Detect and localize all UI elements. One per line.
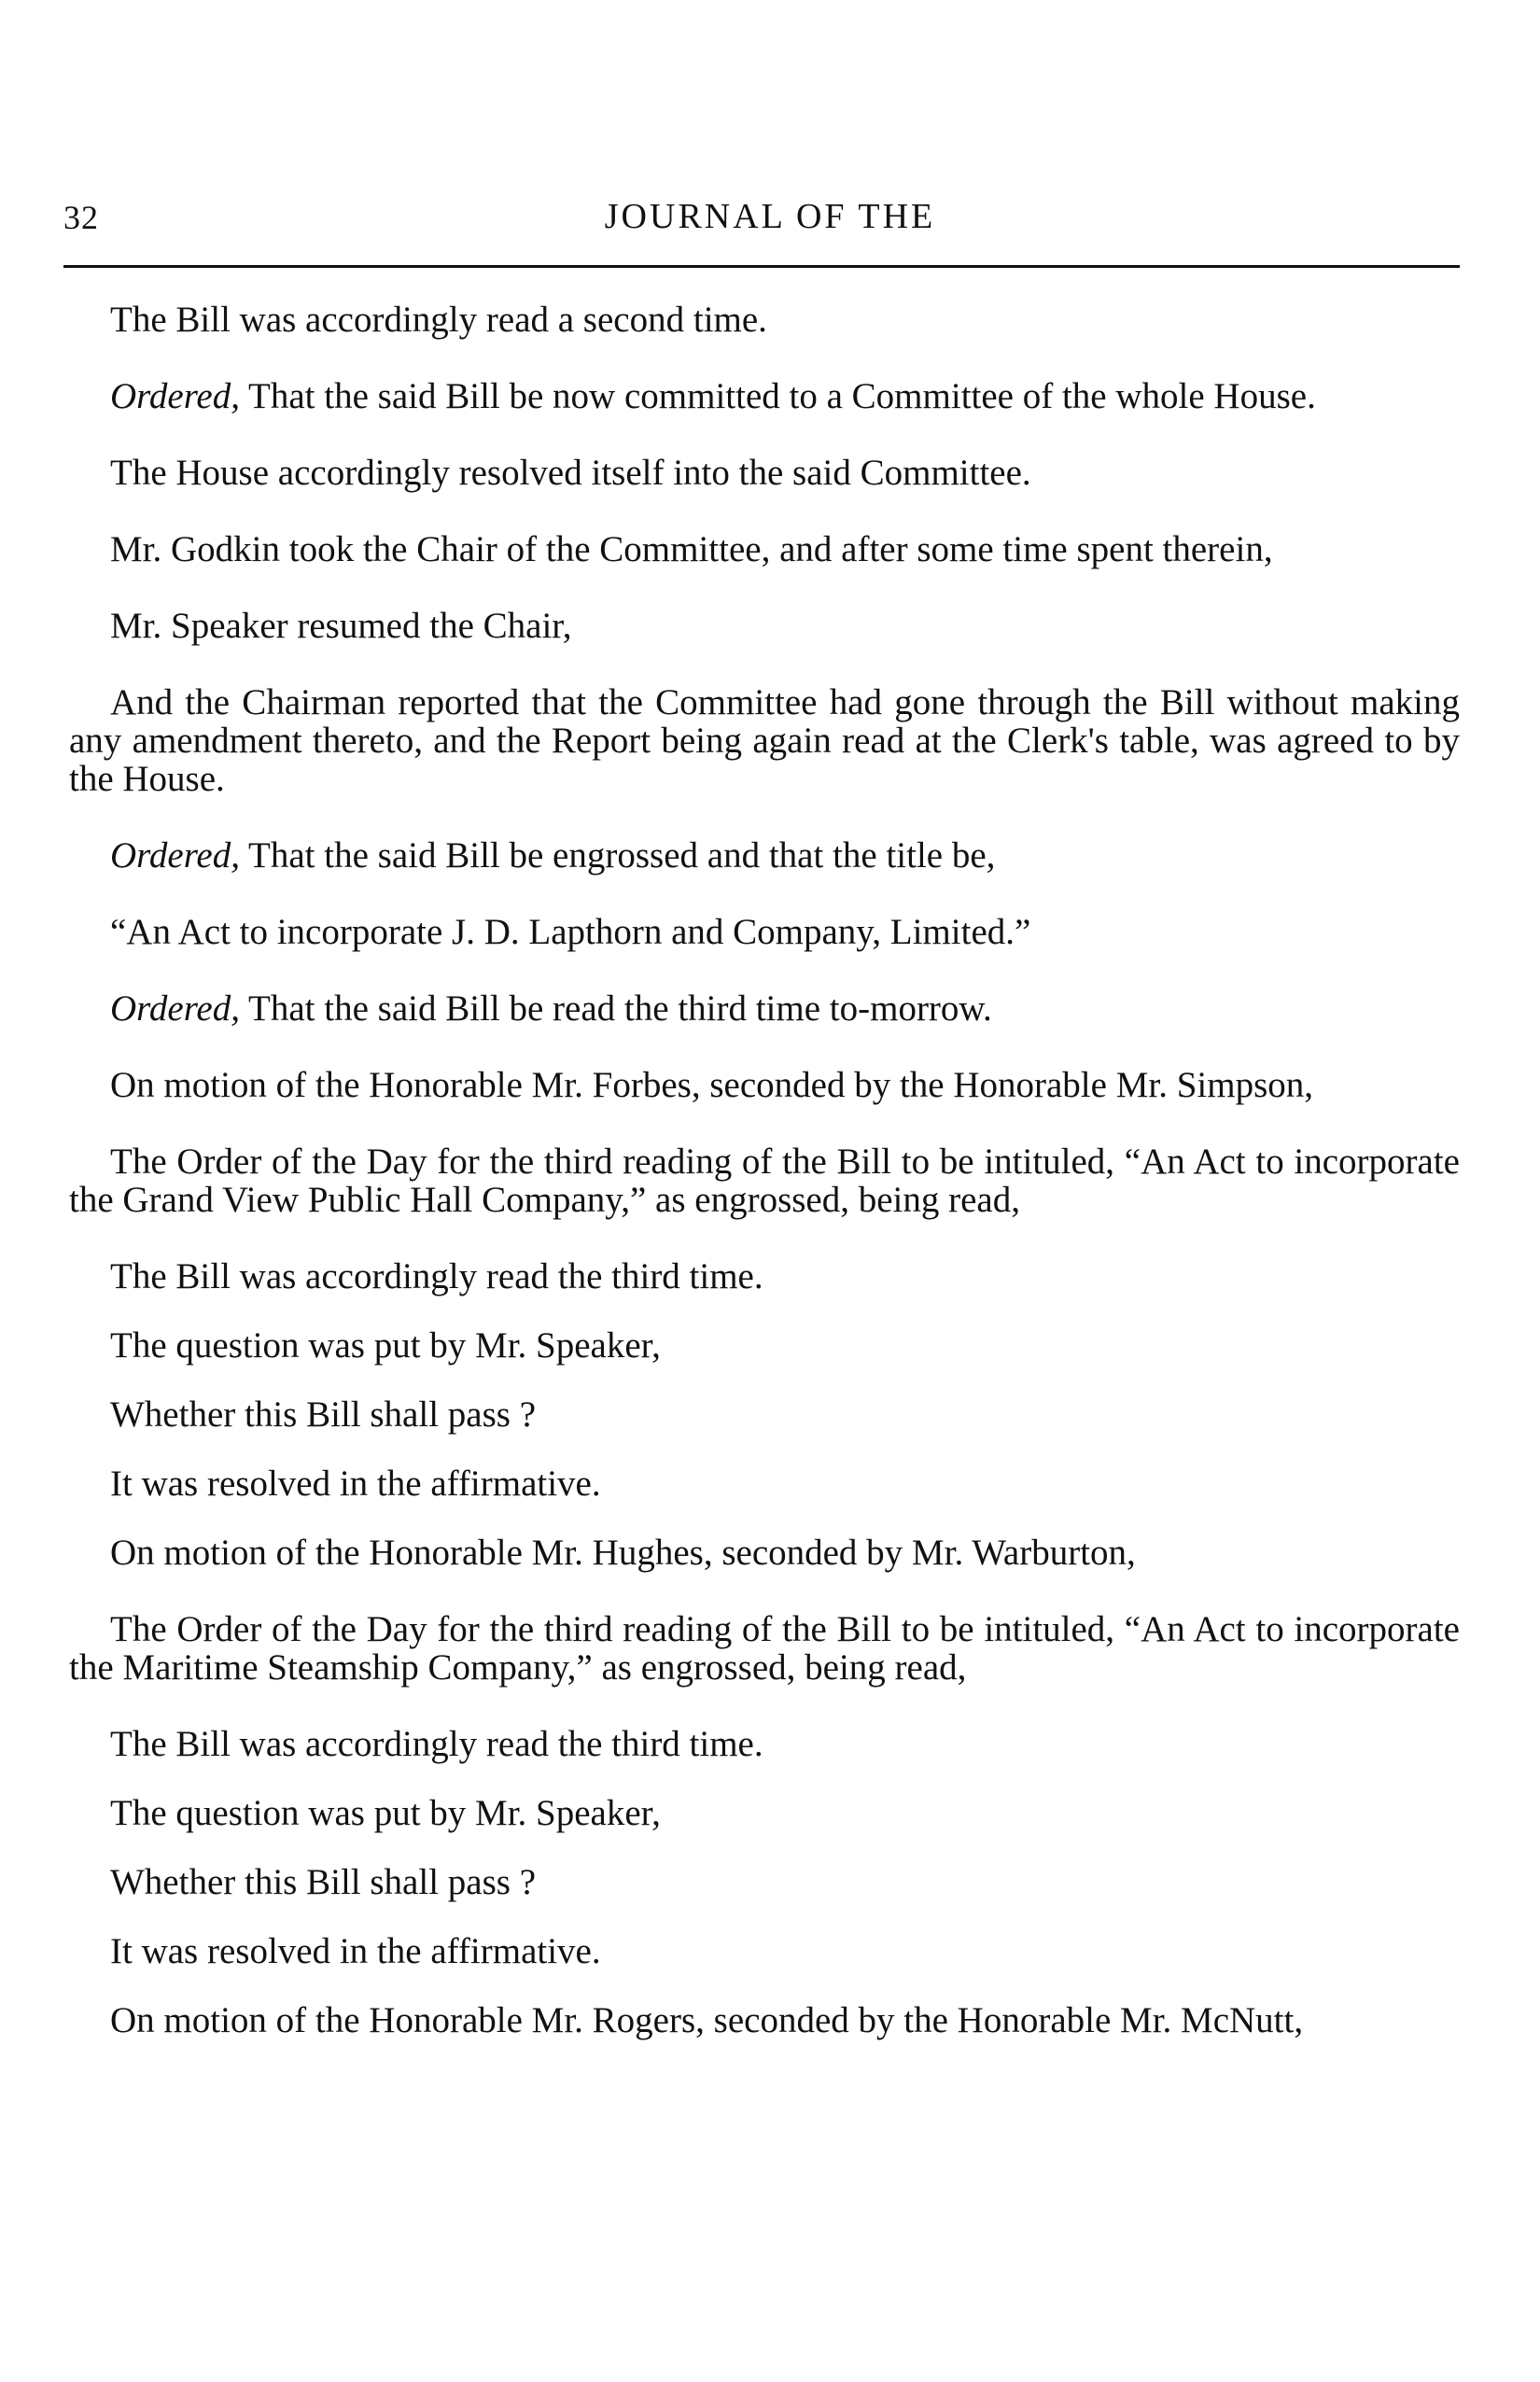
paragraph: The Order of the Day for the third reading of the Bill to be intituled, “An Act to incorporate the Maritime Steamship Company,” as engrossed, being read, [69, 1609, 1460, 1688]
paragraph: Mr. Speaker resumed the Chair, [110, 606, 572, 646]
paragraph: Ordered, That the said Bill be read the third time to-morrow. [110, 988, 992, 1029]
page-number: 32 [63, 199, 99, 236]
paragraph: On motion of the Honorable Mr. Forbes, seconded by the Honorable Mr. Simpson, [110, 1065, 1313, 1105]
paragraph: The Bill was accordingly read the third time. [110, 1724, 763, 1764]
paragraph: Ordered, That the said Bill be engrossed and that the title be, [110, 835, 996, 876]
paragraph: The Bill was accordingly read a second time. [110, 300, 767, 340]
paragraph: Mr. Godkin took the Chair of the Committee, and after some time spent therein, [110, 529, 1273, 569]
running-head: JOURNAL OF THE [604, 197, 936, 236]
paragraph: It was resolved in the affirmative. [110, 1931, 601, 1971]
paragraph: The question was put by Mr. Speaker, [110, 1325, 661, 1366]
journal-body [69, 301, 1460, 2078]
paragraph: The question was put by Mr. Speaker, [110, 1793, 661, 1833]
paragraph: Whether this Bill shall pass ? [110, 1862, 537, 1902]
paragraph: And the Chairman reported that the Committee had gone through the Bill without making any amendment thereto, and the Report being again read at the Clerk's table, was agreed to by the House. [69, 682, 1460, 799]
paragraph: The Bill was accordingly read the third time. [110, 1256, 763, 1296]
paragraph: On motion of the Honorable Mr. Hughes, seconded by Mr. Warburton, [110, 1533, 1136, 1573]
paragraph: It was resolved in the affirmative. [110, 1464, 601, 1504]
paragraph: Whether this Bill shall pass ? [110, 1394, 537, 1435]
paragraph: “An Act to incorporate J. D. Lapthorn and Company, Limited.” [110, 912, 1031, 952]
header-rule [63, 265, 1460, 268]
paragraph: Ordered, That the said Bill be now committed to a Committee of the whole House. [110, 376, 1316, 416]
paragraph: The Order of the Day for the third reading of the Bill to be intituled, “An Act to incorporate the Grand View Public Hall Company,” as engrossed, being read, [69, 1142, 1460, 1220]
paragraph: On motion of the Honorable Mr. Rogers, seconded by the Honorable Mr. McNutt, [110, 2000, 1304, 2040]
paragraph: The House accordingly resolved itself into the said Committee. [110, 453, 1031, 493]
